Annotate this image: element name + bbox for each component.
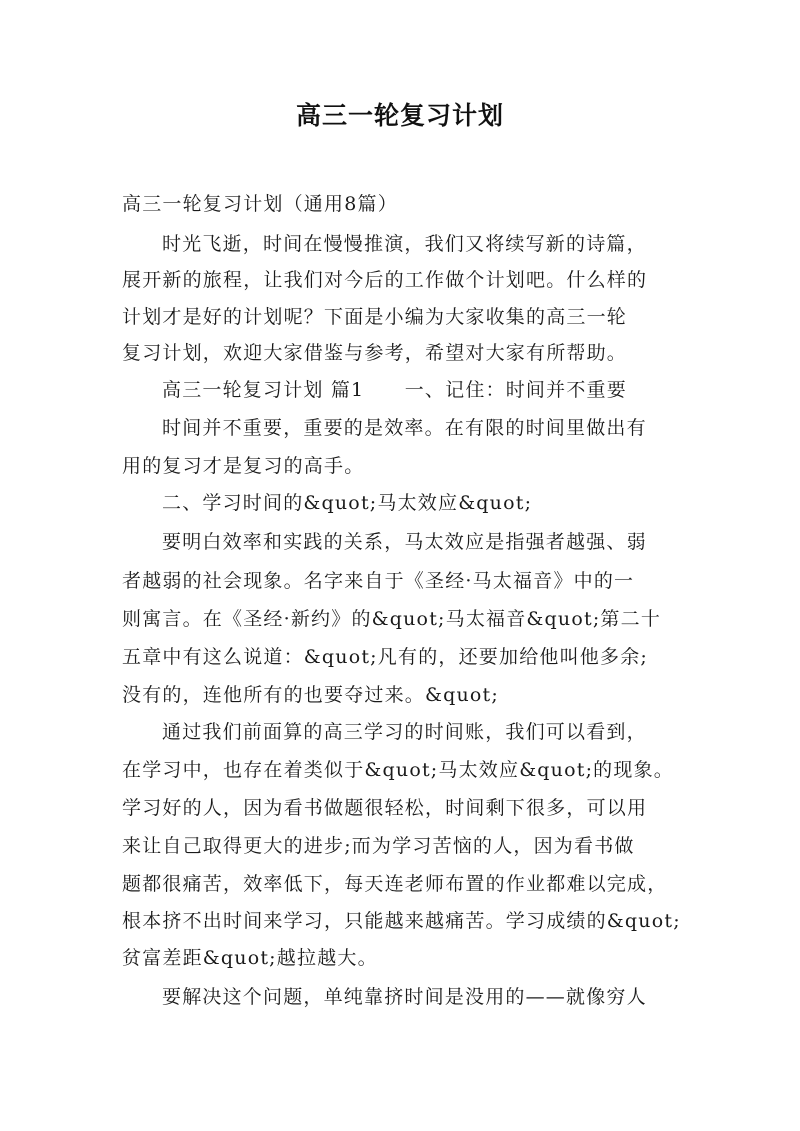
paragraph-line: 来让自己取得更大的进步;而为学习苦恼的人，因为看书做 — [122, 835, 635, 857]
paragraph-line: 通过我们前面算的高三学习的时间账，我们可以看到， — [162, 721, 647, 743]
subtitle-line: 高三一轮复习计划（通用8篇） — [122, 193, 398, 215]
paragraph-line: 根本挤不出时间来学习，只能越来越痛苦。学习成绩的&quot; — [122, 910, 681, 932]
document-title: 高三一轮复习计划 — [295, 101, 504, 130]
paragraph-line: 没有的，连他所有的也要夺过来。&quot; — [122, 684, 499, 706]
paragraph-line: 时间并不重要，重要的是效率。在有限的时间里做出有 — [162, 417, 647, 439]
paragraph-line: 时光飞逝，时间在慢慢推演，我们又将续写新的诗篇， — [162, 233, 647, 255]
paragraph-line: 要明白效率和实践的关系，马太效应是指强者越强、弱 — [162, 531, 647, 553]
paragraph-line: 则寓言。在《圣经·新约》的&quot;马太福音&quot;第二十 — [122, 608, 662, 630]
paragraph-line: 展开新的旅程，让我们对今后的工作做个计划吧。什么样的 — [122, 269, 648, 291]
section-heading-line: 二、学习时间的&quot;马太效应&quot; — [162, 492, 533, 514]
paragraph-line: 者越弱的社会现象。名字来自于《圣经·马太福音》中的一 — [122, 570, 635, 592]
paragraph-line: 学习好的人，因为看书做题很轻松，时间剩下很多，可以用 — [122, 797, 648, 819]
paragraph-line: 用的复习才是复习的高手。 — [122, 455, 365, 477]
paragraph-line: 题都很痛苦，效率低下，每天连老师布置的作业都难以完成， — [122, 873, 668, 895]
paragraph-line: 要解决这个问题，单纯靠挤时间是没用的——就像穷人 — [162, 986, 647, 1008]
paragraph-line: 在学习中，也存在着类似于&quot;马太效应&quot;的现象。 — [122, 759, 674, 781]
section-heading-line: 高三一轮复习计划 篇1 一、记住：时间并不重要 — [162, 379, 627, 401]
paragraph-line: 复习计划，欢迎大家借鉴与参考，希望对大家有所帮助。 — [122, 342, 628, 364]
paragraph-line: 贫富差距&quot;越拉越大。 — [122, 947, 378, 969]
paragraph-line: 计划才是好的计划呢？下面是小编为大家收集的高三一轮 — [122, 306, 628, 328]
paragraph-line: 五章中有这么说道：&quot;凡有的，还要加给他叫他多余; — [122, 646, 648, 668]
